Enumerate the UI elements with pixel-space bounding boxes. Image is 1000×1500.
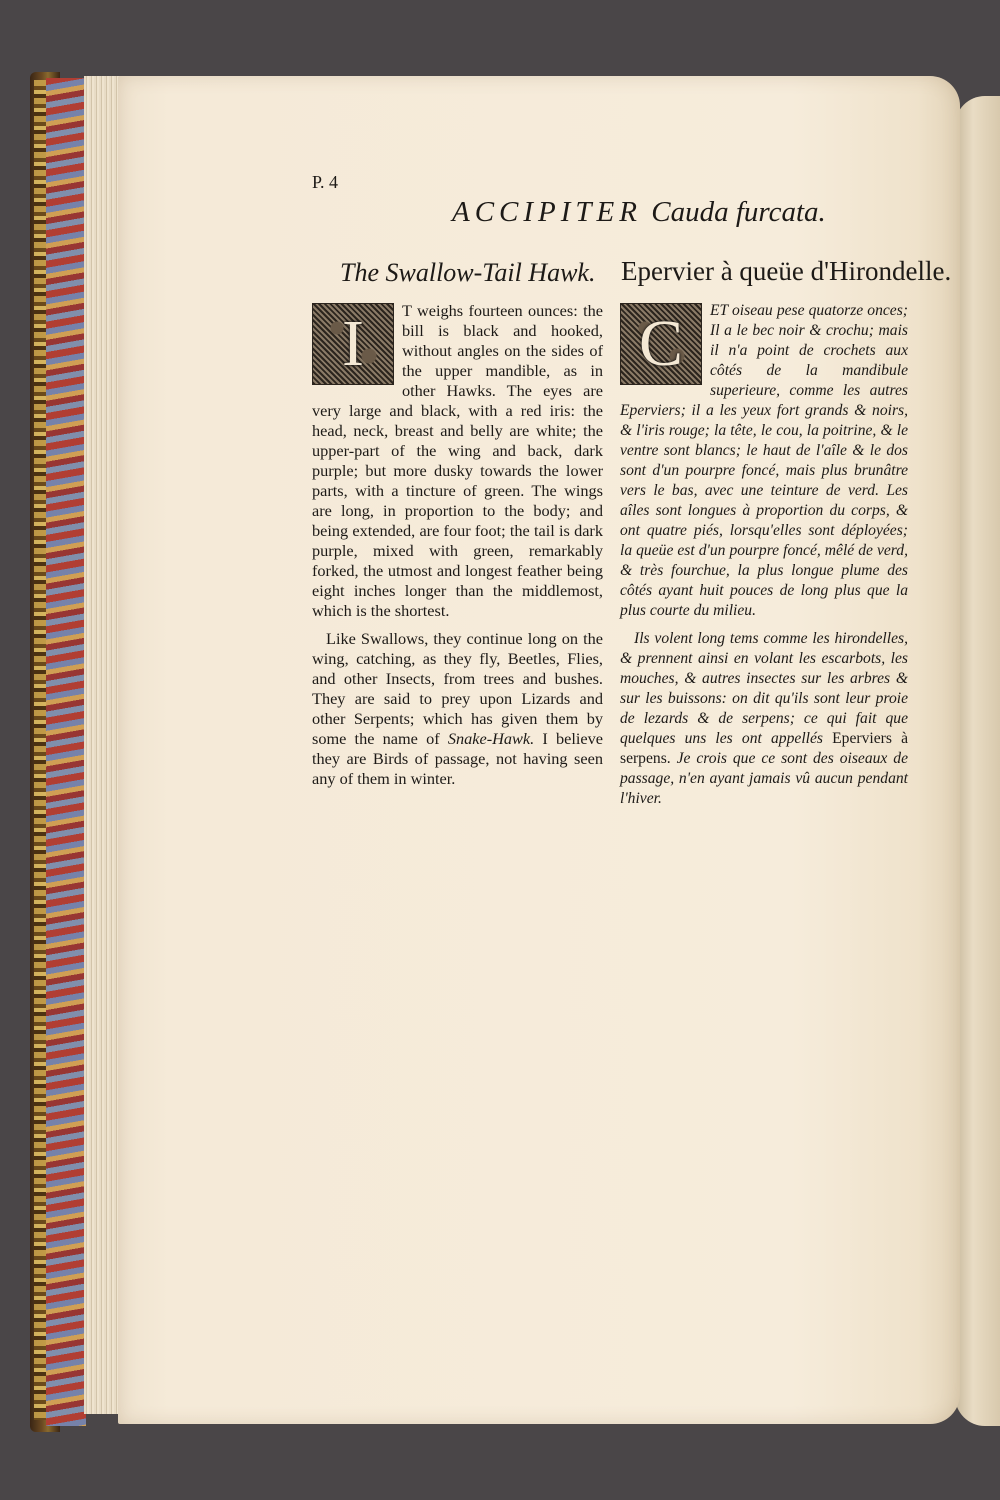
drop-cap-letter: I [342,307,364,380]
english-column [312,301,603,797]
french-paragraph-1 [620,301,908,621]
french-column [620,301,908,817]
french-para2-b: Je crois que ce sont des oiseaux de passage, n'en ayant jamais vû aucun pendant l'hiver. [620,750,908,807]
drop-cap-letter: C [638,307,684,380]
ornamental-initial-C [620,303,702,385]
genus-name: ACCIPITER [452,196,642,228]
english-para1-text: T weighs fourteen ounces: the bill is black and hooked, without angles on the sides of the upper mandible, as in other Hawks. The eyes are very large and black, with a red iris: the head, neck, breast and belly are white; the upper-part of the wing and back, dark purple; but more dusky towards the lower parts, with a tincture of green. The wings are long, in proportion to the body; and being extended, are four foot; the tail is dark purple, mixed with green, remarkably forked, the utmost and longest feather being eight inches longer than the middlemost, which is the shortest. [312,301,603,620]
page-edges [84,76,120,1414]
species-name: Cauda furcata. [651,196,826,228]
english-para2-a: Like Swallows, they continue long on the wing, catching, as they fly, Beetles, Flies, and other Insects, from trees and bushes. They are said to prey upon Lizards and other Serpents; which has given them by some the name of [312,629,603,748]
french-para2-a: Ils volent long tems comme les hirondelles, & prennent ainsi en volant les escarbots, les mouches, & autres insectes sur les arbres & sur les buissons: on dit qu'ils sont leur proie de lezards & de serpens; ce qui fait que quelques uns les ont appellés [620,630,908,747]
marbled-endpaper [46,78,86,1426]
english-paragraph-1 [312,301,603,621]
french-para2-roman: Eperviers à serpens. [620,730,908,767]
plate-reference: P. 4 [312,172,339,192]
facing-page-edge [955,96,1000,1426]
ornamental-initial-I [312,303,394,385]
english-paragraph-2 [312,629,603,789]
french-title: Epervier à queüe d'Hirondelle. [621,256,952,286]
english-para2-b: I believe they are Birds of passage, not having seen any of them in winter. [312,729,603,788]
english-title: The Swallow-Tail Hawk. [340,258,596,287]
french-paragraph-2 [620,629,908,809]
french-para1-text: ET oiseau pese quatorze onces; Il a le bec noir & crochu; mais il n'a point de crochets aux côtés de la mandibule superieure, comme les autres Eperviers; il a les yeux fort grands & noirs, & l'iris rouge; la tête, le cou, la poitrine, & le ventre sont blancs; le haut de l'aîle & le dos sont d'un pourpre foncé, mais plus brunâtre vers le bas, avec une teinture de verd. Les aîles sont longues à proportion du corps, & ont quatre piés, lorsqu'elles sont déployées; la queüe est d'un pourpre foncé, mêlé de verd, & très fourchue, la plus longue plume des côtés ayant huit pouces de long plus que la plus courte du milieu. [620,302,908,619]
english-para2-snake: Snake-Hawk. [447,729,535,748]
main-title [452,196,826,229]
